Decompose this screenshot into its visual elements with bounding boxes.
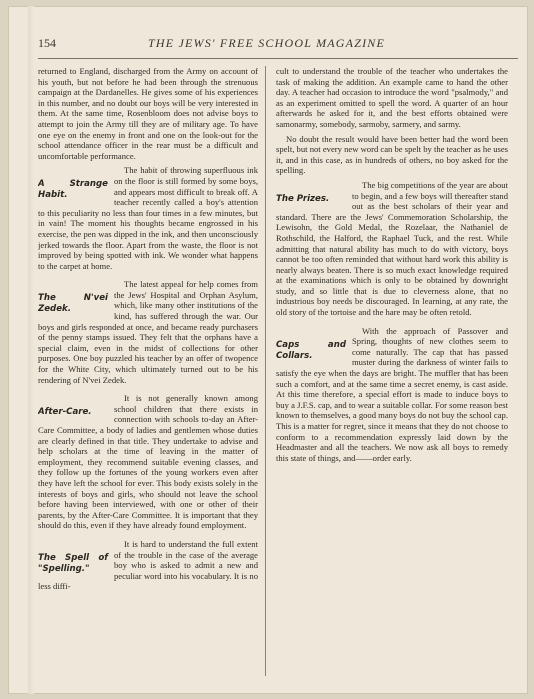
section-body: With the approach of Passover and Spring, thoughts of new clothes seem to come naturally. The cap that has passed muster during the darkness of winter fails to satisfy the eye when the days are bright. The muffler that has been such a comfort, and at the same time a secret enemy, is cast aside. At this time therefore, a special effort is made to induce boys to buy a J.F.S. cap, and to wear a suitable collar. For some reason best known to themselves, a good many boys do not buy the school cap. This is a matter for regret, since it means that they do not choose to conform to a recommendation expressly laid down by the Headmaster and all the teachers. We now ask all boys to remedy this state of things, and——order early.	[276, 325, 508, 463]
right-column	[276, 66, 508, 467]
section-heading: The Spell of "Spelling."	[38, 552, 108, 574]
section-after-care	[38, 393, 258, 535]
page-header	[38, 36, 516, 52]
page-number: 154	[38, 36, 56, 50]
column-divider	[265, 66, 266, 676]
section-heading: Caps and Collars.	[276, 339, 346, 361]
section-body: It is not generally known among school children that there exists in connection with schools to-day an After-Care Committee, a body of ladies and gentlemen whose duties are clearly defined in that title. They undertake to advise and help scholars at the time of leaving in the matter of employment, they recommend suitable evening classes, and they follow up the fortunes of the young workers even after they have left the school for ever. This body exists solely in the interests of boys and girls, who should not leave the school before having been interviewed, with one or other of their parents, by the After-Care Committee. It is important that they should do this, even if they have already found employment.	[38, 393, 258, 531]
continued-paragraph: No doubt the result would have been better had the word been spelt, but not every new word can be spelt by the teacher as he uses it, and in this case, as in hundreds of others, no boy asked for the spelling.	[276, 133, 508, 176]
continued-paragraph: cult to understand the trouble of the teacher who undertakes the task of making the addition. An example came to hand the other day. A teacher had occasion to introduce the word "psalmody," and as an experiment omitted to spell the word. A quarter of an hour afterwards he asked for it, and the best efforts obtained were samonarmy, somebody, sarmoby, sarmery, and sarmy.	[276, 66, 508, 129]
left-column	[38, 66, 258, 596]
section-strange-habit	[38, 165, 258, 275]
section-body: The latest appeal for help comes from the Jews' Hospital and Orphan Asylum, which, like many other institutions of the kind, has suffered through the war. Our boys and girls responded at once, and became ready purchasers of the penny stamps issued. They felt that the orphans have a special claim, even in the midst of collections for other purposes. One boy puzzled his teacher by an offer of twopence for the White City, which ultimately turned out to be his rendering of N'vei Zedek.	[38, 279, 258, 385]
section-nvei-zedek	[38, 279, 258, 389]
section-body: The habit of throwing superfluous ink on the floor is still formed by some boys, and appears most difficult to break off. A teacher recently called a boy's attention to this peculiarity no less than four times in a few minutes, but in vain! The moment his thoughts became engrossed in his exercise, the pen was dipped in the ink, and then unconsciously jerked towards the floor. Apart from the waste, the floor is not improved by being spotted with ink. We wonder what happens to the carpet at home.	[38, 165, 258, 271]
intro-paragraph: returned to England, discharged from the Army on account of his youth, but not before he had been through the strenuous campaign at the Dardanelles. He gives some of his experiences in this number, and no doubt our boys will be very interested in them. At the same time, Rosenbloom does not advise boys to attempt to join the Army till they are of military age. To have one eye on the enemy in front and one on the look-out for the school attendance officer in the rear must be a difficult and uncomfortable performance.	[38, 66, 258, 161]
section-prizes	[276, 180, 508, 322]
section-heading: A Strange Habit.	[38, 179, 108, 201]
section-heading: The Prizes.	[276, 193, 330, 204]
magazine-title: THE JEWS' FREE SCHOOL MAGAZINE	[148, 36, 385, 50]
section-heading: After-Care.	[38, 407, 92, 418]
magazine-page	[8, 6, 528, 694]
section-spelling	[38, 539, 258, 596]
section-body: It is hard to understand the full extent of the trouble in the case of the average boy who is asked to admit a new and peculiar word into his vocabulary. It is no less diffi-	[38, 538, 258, 592]
page-edge-shading	[28, 6, 34, 694]
section-body: The big competitions of the year are about to begin, and a few boys will thereafter stand out as the best scholars of their year and standard. There are the Jews' Commemoration Scholarship, the Lewisohn, the Gold Medal, the Rozelaar, the Nathaniel de Rothschild, the Halford, the Raphael Tuck, and the rest. While admitting that natural ability has much to do with victory, boys cannot be too often reminded that without hard work this ability is nearly always beaten. There is so much exact knowledge required at the examinations which is only to be obtained by downright study, and so little that is due to cleverness alone, that no industrious boy needs be discouraged. In learning, at any rate, the old story of the tortoise and the hare may be often retold.	[276, 179, 508, 318]
section-heading: The N'vei Zedek.	[38, 293, 108, 315]
header-rule	[38, 58, 518, 59]
section-caps-collars	[276, 326, 508, 468]
